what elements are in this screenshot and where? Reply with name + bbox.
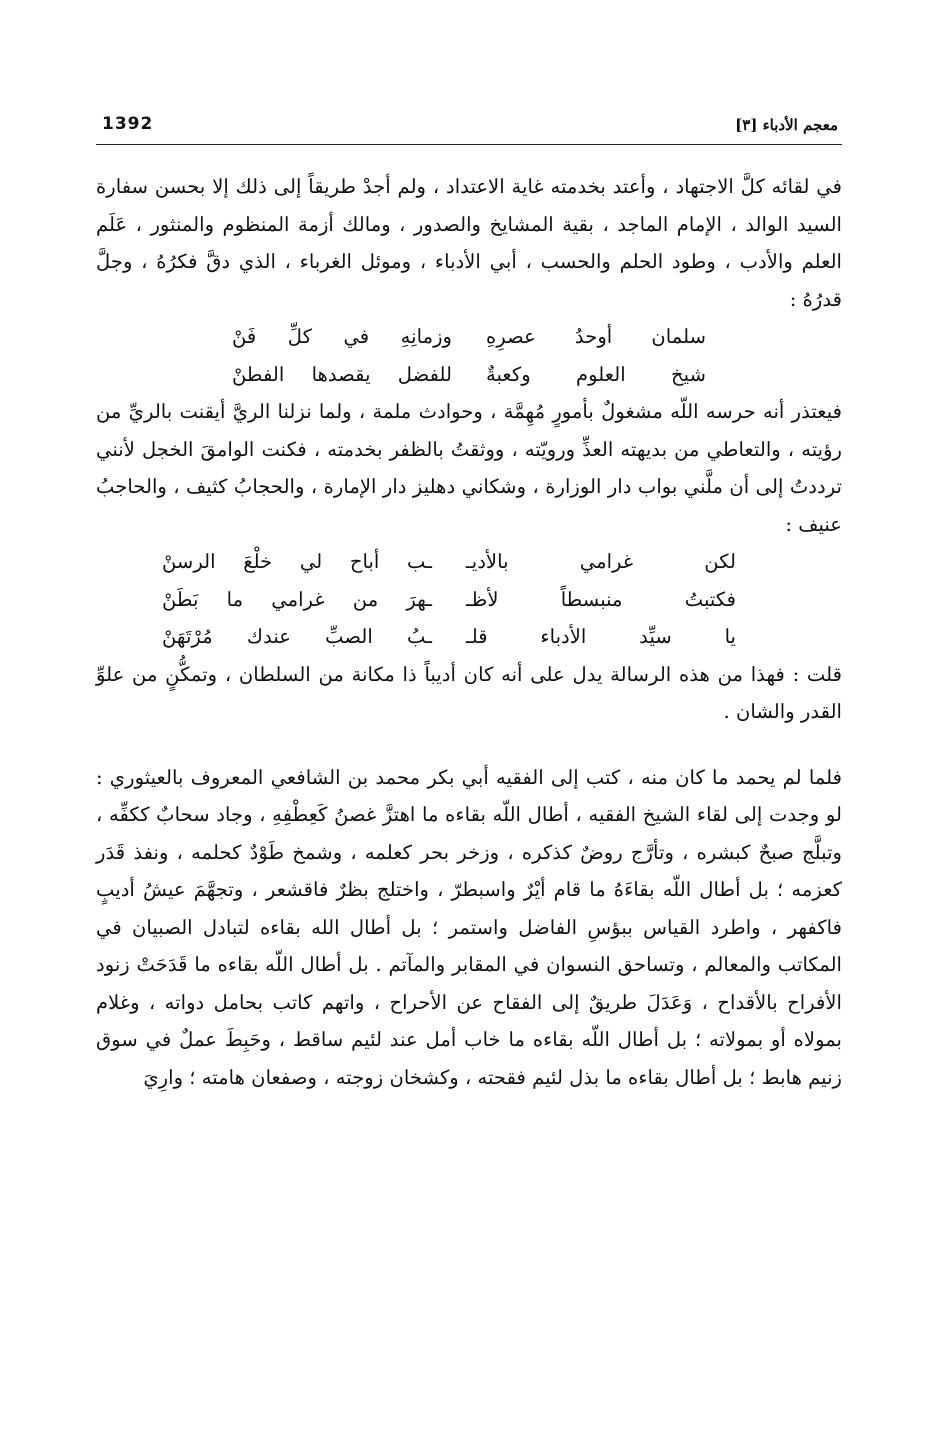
verse: [96, 356, 842, 394]
verse: [96, 581, 802, 619]
verse: [96, 618, 802, 656]
verse: [96, 318, 842, 356]
poem-love: [96, 543, 802, 656]
paragraph-comment: قلت : فهذا من هذه الرسالة يدل على أنه كان أديباً ذا مكانة من السلطان ، وتمكُّنٍ من علوِّ القدر والشان .: [96, 662, 842, 723]
verse-second-hemistich: ـبُ الصبِّ عندك مُرْتَهَنْ: [162, 625, 432, 648]
verse-first-hemistich: يا سيِّد الأدباء قلـ: [466, 625, 736, 648]
verse-second-hemistich: للفضل يقصدها الفطنْ: [232, 362, 452, 386]
verse-second-hemistich: ـهرَ من غرامي ما بَطَنْ: [162, 587, 432, 611]
verse-first-hemistich: فكتبتُ منبسطاً لأظـ: [466, 587, 736, 611]
verse: [96, 543, 802, 581]
verse-second-hemistich: وزمانِهِ في كلِّ فَنْ: [232, 325, 452, 348]
page-number: 1392: [102, 114, 154, 134]
paragraph-apology: فيعتذر أنه حرسه اللّه مشغولٌ بأمورٍ مُهِمَّة ، وحوادث ملمة ، ولما نزلنا الريَّ أيقنت بالريِّ من رؤيته ، والتعاطي من بديهته العذِّ ورويّته ، ووثقتُ بالظفر بخدمته ، فكنت الوامقَ الخجل لأنني ترددتُ إلى أن ملَّني بواب دار الوزارة ، وشكاني دهليز دار الإمارة ، والحجابُ كثيف ، والحاجبُ عنيف :: [96, 400, 842, 536]
verse-first-hemistich: لكن غرامي بالأديـ: [466, 550, 736, 573]
page-body: [96, 168, 842, 1096]
verse-first-hemistich: سلمان أوحدُ عصرِهِ: [486, 325, 706, 348]
verse-second-hemistich: ـب أباح لي خلْعَ الرسنْ: [162, 550, 432, 573]
section-gap: [96, 731, 842, 759]
paragraph-intro: في لقائه كلَّ الاجتهاد ، وأعتد بخدمته غاية الاعتداد ، ولم أجدْ طريقاً إلى ذلك إلا بحسن سفارة السيد الوالد ، الإمام الماجد ، بقية المشايخ والصدور ، ومالك أزمة المنظوم والمنثور ، عَلَم العلم والأدب ، وطود الحلم والحسب ، أبي الأدباء ، وموئل الغرباء ، الذي دقَّ فكرُهُ ، وجلَّ قدرُهُ :: [96, 175, 842, 311]
poem-salman: [96, 318, 842, 393]
running-title: معجم الأدباء [٣]: [735, 116, 838, 134]
verse-first-hemistich: شيخ العلوم وكعبةٌ: [486, 362, 706, 386]
page-header: [96, 110, 842, 145]
paragraph-letter: فلما لم يحمد ما كان منه ، كتب إلى الفقيه أبي بكر محمد بن الشافعي المعروف بالعيثوري : لو وجدت إلى لقاء الشيخ الفقيه ، أطال اللّه بقاءه ما اهتزَّ غصنُ كَعِطْفِهِ ، وجاد سحابٌ ككفِّه ، وتبلَّج صبحٌ كبشره ، وتأرَّج روضٌ كذكره ، وزخر بحر كعلمه ، وشمخ طَوْدٌ كحلمه ، ونفذ قَدَر كعزمه ؛ بل أطال اللّه بقاءَهُ ما قام أيْرٌ واسبطرّ ، واختلج بظرٌ فاقشعر ، وتجهَّمَ عيشُ أديبٍ فاكفهر ، واطرد القياس ببؤسِ الفاضل واستمر ؛ بل أطال الله بقاءه لتبادل الصبيان في المكاتب والمعالم ، وتساحق النسوان في المقابر والمآتم . بل أطال اللّه بقاءه ما قَدَحَتْ زنود الأفراح بالأقداح ، وَعَدَلَ طريقٌ إلى الفقاح عن الأحراح ، واتهم كاتب بحامل دواته ، وغلام بمولاه أو بمولاته ؛ بل أطال اللّه بقاءه ما خاب أمل عند لئيم ساقط ، وحَبِطَ عملٌ في سوق زنيم هابط ؛ بل أطال بقاءه ما بذل لئيم فقحته ، وكشخان زوجته ، وصفعان هامته ؛ وارِيَ: [96, 765, 842, 1089]
